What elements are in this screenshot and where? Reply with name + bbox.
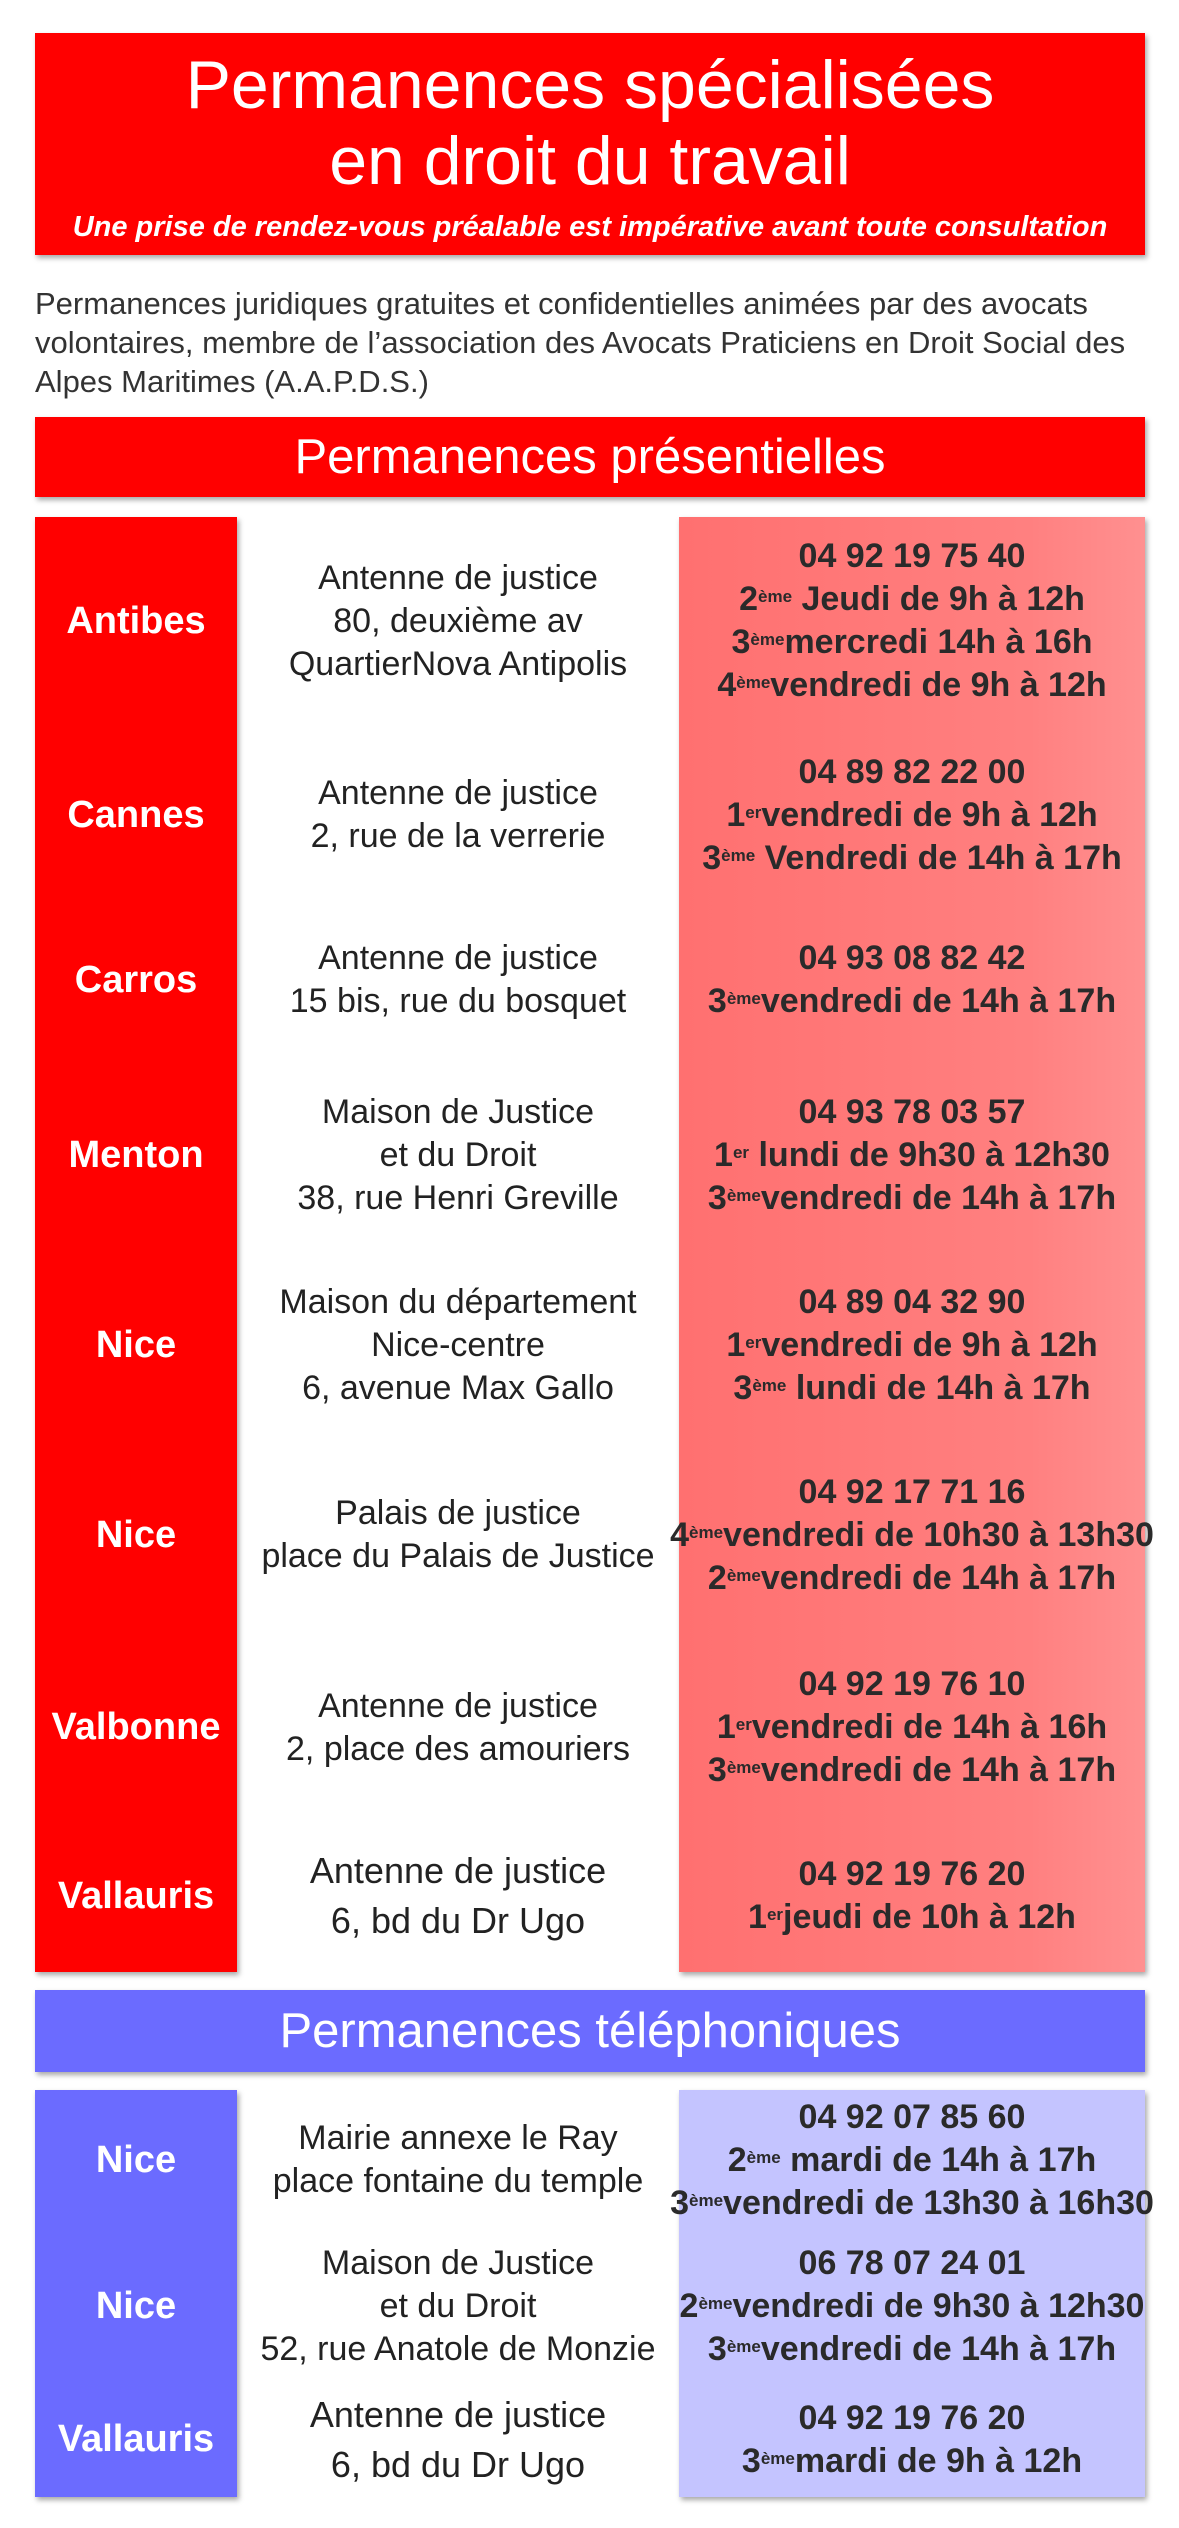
slot-ordinal: 4 (717, 666, 737, 704)
schedule-block (670, 2090, 1154, 2230)
schedule-slot (708, 2328, 1116, 2371)
city-name: Vallauris (57, 1874, 215, 1917)
slot-text: vendredi de 10h30 à 13h30 (723, 1515, 1154, 1554)
address-line: QuartierNova Antipolis (288, 644, 628, 683)
schedule-row (35, 2230, 1145, 2382)
slot-text: vendredi de 13h30 à 16h30 (723, 2183, 1154, 2222)
schedule-slot (728, 2139, 1097, 2182)
phone-number: 06 78 07 24 01 (798, 2243, 1026, 2282)
slot-ordinal-suffix: ème (726, 989, 761, 1008)
schedule-block (679, 905, 1145, 1055)
phone-number: 04 92 19 76 20 (798, 2398, 1026, 2437)
slot-ordinal: 2 (707, 1558, 727, 1597)
schedule-block (679, 2230, 1145, 2382)
section-header-presentielles: Permanences présentielles (35, 417, 1145, 497)
schedule-row (35, 1255, 1145, 1435)
schedule-slot (748, 1896, 1076, 1939)
address-line: place du Palais de Justice (261, 1537, 655, 1575)
slot-text: vendredi de 14h à 17h (760, 1751, 1117, 1789)
address-block (237, 725, 679, 905)
city-name: Nice (95, 2138, 177, 2181)
slot-ordinal: 1 (726, 795, 746, 834)
schedule-row (35, 725, 1145, 905)
schedule-block (679, 2382, 1145, 2497)
schedule-block (679, 1255, 1145, 1435)
slot-ordinal: 1 (748, 1898, 767, 1936)
address-line: 52, rue Anatole de Monzie (260, 2329, 656, 2368)
schedule-slot (670, 2182, 1154, 2225)
schedule-slot (726, 1324, 1097, 1367)
slot-text: vendredi de 14h à 17h (760, 2329, 1117, 2368)
phone-number: 04 92 07 85 60 (798, 2097, 1026, 2136)
slot-ordinal-suffix: er (766, 1905, 784, 1924)
slot-ordinal: 3 (707, 1178, 727, 1217)
slot-ordinal-suffix: ème (746, 2147, 781, 2167)
phone-number: 04 92 17 71 16 (798, 1472, 1026, 1511)
schedule-slot (708, 1749, 1116, 1792)
slot-ordinal-suffix: er (745, 1332, 762, 1352)
address-line: Maison de Justice (321, 2243, 595, 2282)
schedule-row (35, 2090, 1154, 2230)
slot-text: Vendredi de 14h à 17h (755, 838, 1122, 877)
address-line: Antenne de justice (309, 1850, 607, 1891)
slot-text: vendredi de 9h à 12h (761, 1325, 1098, 1364)
schedule-row (35, 2382, 1145, 2497)
slot-ordinal: 2 (679, 2286, 699, 2325)
page-title-line2: en droit du travail (329, 123, 851, 199)
city-name: Menton (68, 1133, 204, 1176)
schedule-slot (708, 1557, 1116, 1600)
slot-ordinal-suffix: ème (752, 1375, 787, 1395)
address-line: 2, rue de la verrerie (310, 817, 606, 855)
city-name: Carros (74, 958, 198, 1001)
slot-ordinal: 1 (716, 1708, 736, 1746)
schedule-block (679, 1820, 1145, 1972)
schedule-block (670, 1435, 1154, 1635)
schedule-slot (708, 980, 1116, 1023)
slot-text: vendredi de 9h à 12h (761, 795, 1098, 834)
slot-text: mercredi 14h à 16h (784, 623, 1093, 661)
address-line: 38, rue Henri Greville (297, 1178, 619, 1217)
slot-ordinal-suffix: ème (726, 2336, 761, 2356)
page-title-line1: Permanences spécialisées (185, 47, 995, 123)
phone-number: 04 92 19 75 40 (798, 537, 1026, 575)
schedule-slot (680, 2285, 1145, 2328)
slot-ordinal: 1 (714, 1135, 733, 1174)
phone-number: 04 89 82 22 00 (798, 752, 1026, 791)
address-block (237, 517, 679, 725)
schedule-block (679, 725, 1145, 905)
slot-text: vendredi de 9h à 12h (770, 666, 1107, 704)
schedule-block (679, 517, 1145, 725)
slot-ordinal: 2 (739, 580, 758, 618)
address-block (237, 2382, 679, 2497)
address-line: 6, bd du Dr Ugo (330, 2443, 586, 2485)
address-line: et du Droit (379, 1135, 537, 1174)
address-line: Maison du département (279, 1282, 637, 1321)
schedule-slot (739, 578, 1085, 621)
schedule-slot (670, 1514, 1154, 1557)
slot-ordinal-suffix: ème (758, 587, 793, 606)
schedule-block (679, 1635, 1145, 1820)
slot-text: vendredi de 14h à 17h (760, 982, 1117, 1020)
schedule-slot (708, 1177, 1116, 1220)
slot-ordinal: 3 (733, 1368, 753, 1407)
slot-text: vendredi de 14h à 17h (760, 1178, 1117, 1217)
schedule-row (35, 1820, 1145, 1972)
phone-number: 04 89 04 32 90 (798, 1282, 1026, 1321)
slot-ordinal-suffix: er (745, 802, 762, 822)
slot-ordinal: 3 (731, 623, 751, 661)
slot-text: jeudi de 10h à 12h (783, 1898, 1076, 1936)
address-line: place fontaine du temple (272, 2162, 644, 2200)
schedule-row (35, 1635, 1145, 1820)
slot-text: mardi de 9h à 12h (794, 2441, 1083, 2480)
schedule-slot (717, 1706, 1107, 1749)
schedule-row (35, 1055, 1145, 1255)
slot-ordinal-suffix: ème (689, 2190, 724, 2210)
slot-text: mardi de 14h à 17h (780, 2140, 1097, 2179)
city-name: Nice (95, 2284, 177, 2327)
schedule-block (679, 1055, 1145, 1255)
city-name: Nice (95, 1323, 177, 1366)
slot-ordinal-suffix: ème (726, 1758, 761, 1777)
address-line: Antenne de justice (318, 939, 598, 977)
slot-ordinal: 3 (670, 2183, 689, 2222)
slot-ordinal: 4 (670, 1515, 689, 1554)
phone-number: 04 92 19 76 20 (798, 1855, 1026, 1893)
slot-ordinal-suffix: ème (721, 845, 756, 865)
address-block (237, 1055, 679, 1255)
slot-ordinal: 2 (727, 2140, 747, 2179)
slot-ordinal: 3 (707, 982, 727, 1020)
slot-ordinal-suffix: er (735, 1715, 752, 1734)
city-name: Nice (95, 1513, 177, 1556)
address-line: Antenne de justice (318, 558, 598, 597)
slot-ordinal: 3 (702, 838, 722, 877)
address-line: Antenne de justice (309, 2393, 607, 2435)
slot-ordinal: 3 (707, 2329, 727, 2368)
slot-text: vendredi de 9h30 à 12h30 (732, 2286, 1145, 2325)
address-line: 15 bis, rue du bosquet (289, 982, 627, 1020)
slot-ordinal-suffix: ème (689, 1522, 724, 1542)
address-line: Mairie annexe le Ray (298, 2119, 618, 2157)
slot-text: lundi de 14h à 17h (786, 1368, 1091, 1407)
slot-ordinal-suffix: er (732, 1142, 750, 1162)
slot-ordinal-suffix: ème (750, 630, 785, 649)
address-block (237, 2230, 679, 2382)
slot-ordinal: 3 (741, 2441, 761, 2480)
page-subtitle: Une prise de rendez-vous préalable est impérative avant toute consultation (72, 211, 1108, 243)
title-banner (35, 33, 1145, 255)
slot-ordinal-suffix: ème (726, 1565, 761, 1585)
schedule-row (35, 517, 1145, 725)
section-header-telephoniques: Permanences téléphoniques (35, 1990, 1145, 2072)
address-line: 2, place des amouriers (286, 1729, 630, 1768)
address-line: et du Droit (379, 2286, 537, 2325)
address-line: 6, bd du Dr Ugo (330, 1900, 586, 1941)
city-name: Valbonne (51, 1706, 221, 1748)
schedule-slot (717, 664, 1106, 707)
address-block (237, 2090, 679, 2230)
schedule-slot (714, 1134, 1110, 1177)
address-block (237, 1255, 679, 1435)
slot-ordinal: 1 (726, 1325, 746, 1364)
address-line: Nice-centre (371, 1325, 545, 1364)
phone-number: 04 93 08 82 42 (798, 939, 1026, 977)
schedule-slot (726, 794, 1097, 837)
intro-paragraph: Permanences juridiques gratuites et confidentielles animées par des avocats volontaires, membre de l’association des Avocats Praticiens en Droit Social des Alpes Maritimes (A.A.P.D.S.) (35, 286, 1126, 399)
schedule-row (35, 905, 1145, 1055)
slot-ordinal: 3 (707, 1751, 727, 1789)
slot-text: vendredi de 14h à 17h (760, 1558, 1117, 1597)
address-line: Antenne de justice (318, 1686, 598, 1725)
schedule-slot (742, 2440, 1082, 2483)
address-line: 6, avenue Max Gallo (302, 1368, 614, 1407)
address-block (237, 1820, 679, 1972)
schedule-slot (702, 837, 1122, 880)
address-line: Antenne de justice (318, 774, 598, 812)
schedule-row (35, 1435, 1154, 1635)
city-name: Vallauris (57, 2418, 215, 2460)
slot-ordinal-suffix: ème (760, 2448, 795, 2468)
phone-number: 04 93 78 03 57 (798, 1092, 1026, 1131)
schedule-slot (731, 621, 1092, 664)
schedule-slot (733, 1367, 1090, 1410)
address-line: Palais de justice (335, 1494, 581, 1532)
slot-text: Jeudi de 9h à 12h (792, 580, 1085, 618)
slot-ordinal-suffix: ème (698, 2293, 733, 2313)
address-line: 80, deuxième av (333, 601, 583, 640)
slot-ordinal-suffix: ème (726, 1185, 761, 1205)
slot-text: lundi de 9h30 à 12h30 (749, 1135, 1110, 1174)
slot-text: vendredi de 14h à 16h (751, 1708, 1108, 1746)
phone-number: 04 92 19 76 10 (798, 1665, 1026, 1703)
address-line: Maison de Justice (321, 1092, 595, 1131)
city-name: Cannes (67, 793, 205, 836)
address-block (237, 905, 679, 1055)
slot-ordinal-suffix: ème (736, 673, 771, 692)
address-block (237, 1635, 679, 1820)
address-block (237, 1435, 679, 1635)
city-name: Antibes (66, 599, 206, 642)
